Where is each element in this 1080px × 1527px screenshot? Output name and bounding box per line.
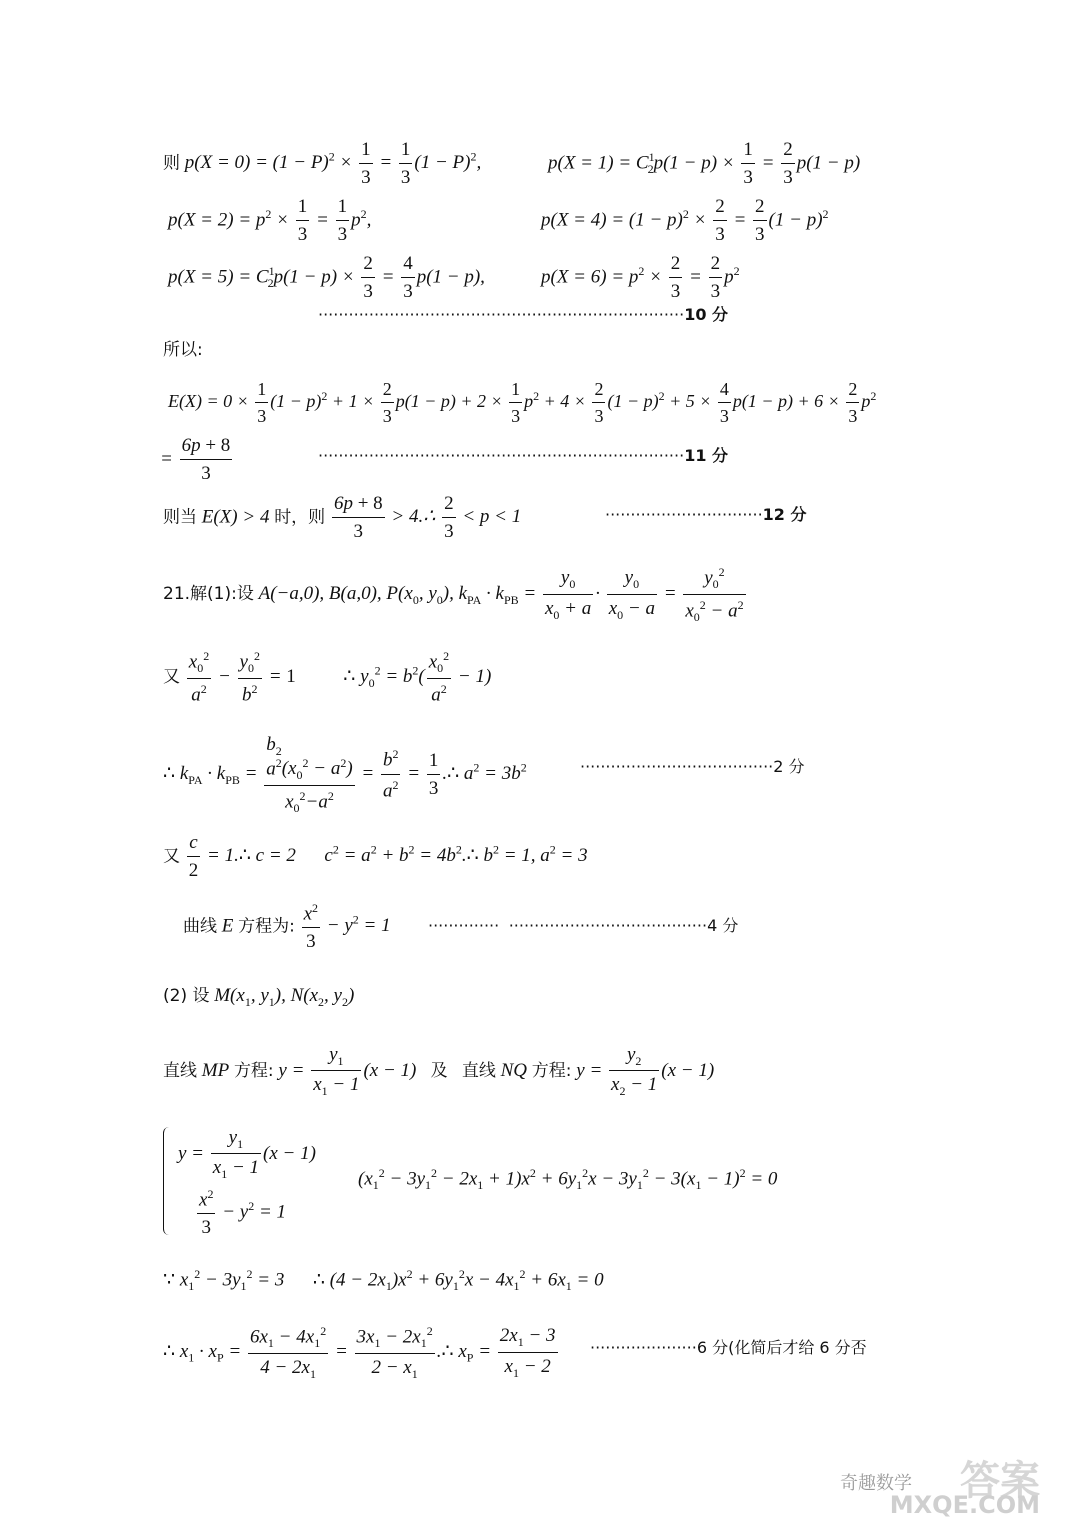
prob-line-1	[163, 140, 481, 188]
line-eq-label-2: 方程:	[531, 1060, 572, 1081]
score-11: 11 分	[684, 446, 729, 465]
watermark-big: 答案	[960, 1458, 1040, 1504]
q21-header: 21.解(1):设	[163, 584, 254, 605]
curve-label: 曲线	[183, 916, 217, 937]
part2-label: (2) 设	[163, 986, 210, 1006]
expectation-result: = $\frac{6p + 8}{3}$	[160, 435, 231, 484]
score-11-line	[318, 446, 728, 465]
score-6-line	[590, 1338, 867, 1357]
score-10-line	[318, 305, 728, 324]
condition-line: 则当 E(X) > 4 时，则 $\frac{6p + 8}{3}$ > 4.∴ $\frac{2}{3}$ < p < 1	[163, 493, 522, 542]
hyperbola-line: 又 $\frac{x_0^2}{a^2}$ − $\frac{y_0^2}{b^2}$ = 1 ∴ $y_0^2 = b^2$( $\frac{x_0^2}{a^2}$ − 1)	[163, 649, 492, 706]
curve-line: 曲线 E 方程为: $\frac{x^2}{3}$ − $y^2 = 1$	[183, 901, 391, 953]
dotted-leader: ······································	[580, 757, 774, 776]
because-line: ∵ $x_1^2 - 3y_1^2 = 3$ ∴ $(4 - 2x_1)x^2 + 6y_1^2x - 4x_1^2 + 6x_1 = 0$	[163, 1267, 604, 1294]
dotted-leader: ··············	[428, 916, 500, 935]
system-line-eq: y = $\frac{y_1}{x_1 - 1}$ (x − 1)	[178, 1127, 316, 1182]
p-x0: $p(X = 0) = (1 - P)^2$ × $\frac{1}{3}$ = $\frac{1}{3}$ $(1 - P)^2$,	[184, 139, 482, 188]
score-2-line	[580, 757, 805, 776]
line-eq-label: 方程:	[233, 1060, 274, 1081]
system-curve-eq: $\frac{x^2}{3}$ − $y^2 = 1$	[199, 1187, 287, 1239]
score-4: 4 分	[707, 916, 739, 935]
score-6: 6 分(化简后才给 6 分否	[696, 1338, 867, 1357]
slope-product: ∴ $k_{PA} \cdot k_{PB}$ = $b_2$ $a^2(x_0^2 - a^2)$ $x_0^2-a^2$ = $\frac{b^2}{a^2}$ = $\frac{1}{3}$ .∴ $a^2 = 3b^2$	[163, 734, 527, 815]
p-x1: $p(X = 1) = C^1_2p(1 - p)$ × $\frac{1}{3}$ = $\frac{2}{3}$ p(1 − p)	[548, 139, 861, 188]
p-x5: $p(X = 5) = C^1_2p(1 - p)$ × $\frac{2}{3}$ = $\frac{4}{3}$ p(1 − p),	[168, 253, 485, 302]
line-label-2: 直线	[461, 1060, 496, 1081]
p-x6: $p(X = 6) = p^2$ × $\frac{2}{3}$ = $\frac{2}{3}$ $p^2$	[541, 253, 740, 302]
p-x2: $p(X = 2) = p^2$ × $\frac{1}{3}$ = $\frac{1}{3}$ $p^2$,	[168, 196, 372, 245]
expectation-formula: E(X) = 0 × $\frac{1}{3}$ $(1 - p)^2 + 1$ × $\frac{2}{3}$ p(1 − p) + 2 × $\frac{1}{3}$ $p^2 + 4$ × $\frac{2}{3}$ $(1 - p)^2 + 5$ × $\frac{4}{3}$ p(1 − p) + 6 × $\frac{2}{3}$ $p^2$	[168, 379, 877, 426]
dotted-leader: ········································································	[318, 446, 685, 465]
also-label-2: 又	[163, 846, 180, 867]
score-10: 10 分	[684, 305, 729, 324]
p-x4: $p(X = 4) = (1 - p)^2$ × $\frac{2}{3}$ = $\frac{2}{3}$ $(1 - p)^2$	[541, 196, 829, 245]
c-relation: 又 $\frac{c}{2}$ = 1.∴ c = 2 $c^2 = a^2 + b^2$ = $4b^2.\therefore$ $b^2 = 1$, $a^2 = 3$	[163, 832, 588, 881]
dotted-leader: ·····················	[590, 1338, 697, 1357]
dotted-leader: ········································································	[318, 305, 685, 324]
product-line: ∴ $x_1 \cdot x_P$ = $\frac{6x_1 - 4x_1^2}{4 - 2x_1}$ = $\frac{3x_1 - 2x_1^2}{2 - x_1}$ .∴ $x_P$ = $\frac{2x_1 - 3}{x_1 - 2}$	[163, 1324, 556, 1381]
also-label: 又	[163, 666, 180, 687]
dotted-leader: ·······························	[605, 505, 763, 524]
then-label: 则	[163, 153, 180, 174]
part2-header: (2) 设 $M(x_1$, $y_1$), $N(x_2$, $y_2$)	[163, 985, 355, 1009]
condition-prefix: 则当	[163, 507, 197, 528]
watermark-url: MXQE.COM	[889, 1491, 1040, 1519]
system-brace	[163, 1127, 174, 1235]
condition-mid: 时，则	[274, 507, 326, 528]
curve-eq-label: 方程为:	[238, 916, 295, 937]
watermark-account: 奇趣数学	[840, 1473, 912, 1494]
score-12: 12 分	[762, 505, 807, 524]
therefore-label: 所以:	[163, 340, 203, 360]
and-label: 及	[430, 1060, 448, 1081]
watermark	[840, 1449, 1050, 1519]
score-12-line	[605, 505, 807, 524]
lines-eq: 直线 MP 方程: y = $\frac{y_1}{x_1 - 1}$ (x − 1) 及 直线 NQ 方程: y = $\frac{y_2}{x_2 - 1}$ (x − 1)	[163, 1044, 715, 1099]
score-2: 2 分	[773, 757, 805, 776]
q21-setup: 21.解(1):设 A(−a,0), B(a,0), $P(x_0$, $y_0$), $k_{PA} \cdot k_{PB}$ = $\frac{y_0}{x_0 + a}$ · $\frac{y_0}{x_0 - a}$ = $\frac{y_0^2}{x_0^2 - a^2}$	[163, 565, 744, 624]
score-4-line: ·············· ·······································4 分	[428, 916, 739, 935]
line-label: 直线	[163, 1060, 197, 1081]
system-result: $(x_1^2 - 3y_1^2 - 2x_1 + 1)x^2 + 6y_1^2x - 3y_1^2 - 3(x_1 - 1)^2 = 0$	[358, 1166, 778, 1193]
